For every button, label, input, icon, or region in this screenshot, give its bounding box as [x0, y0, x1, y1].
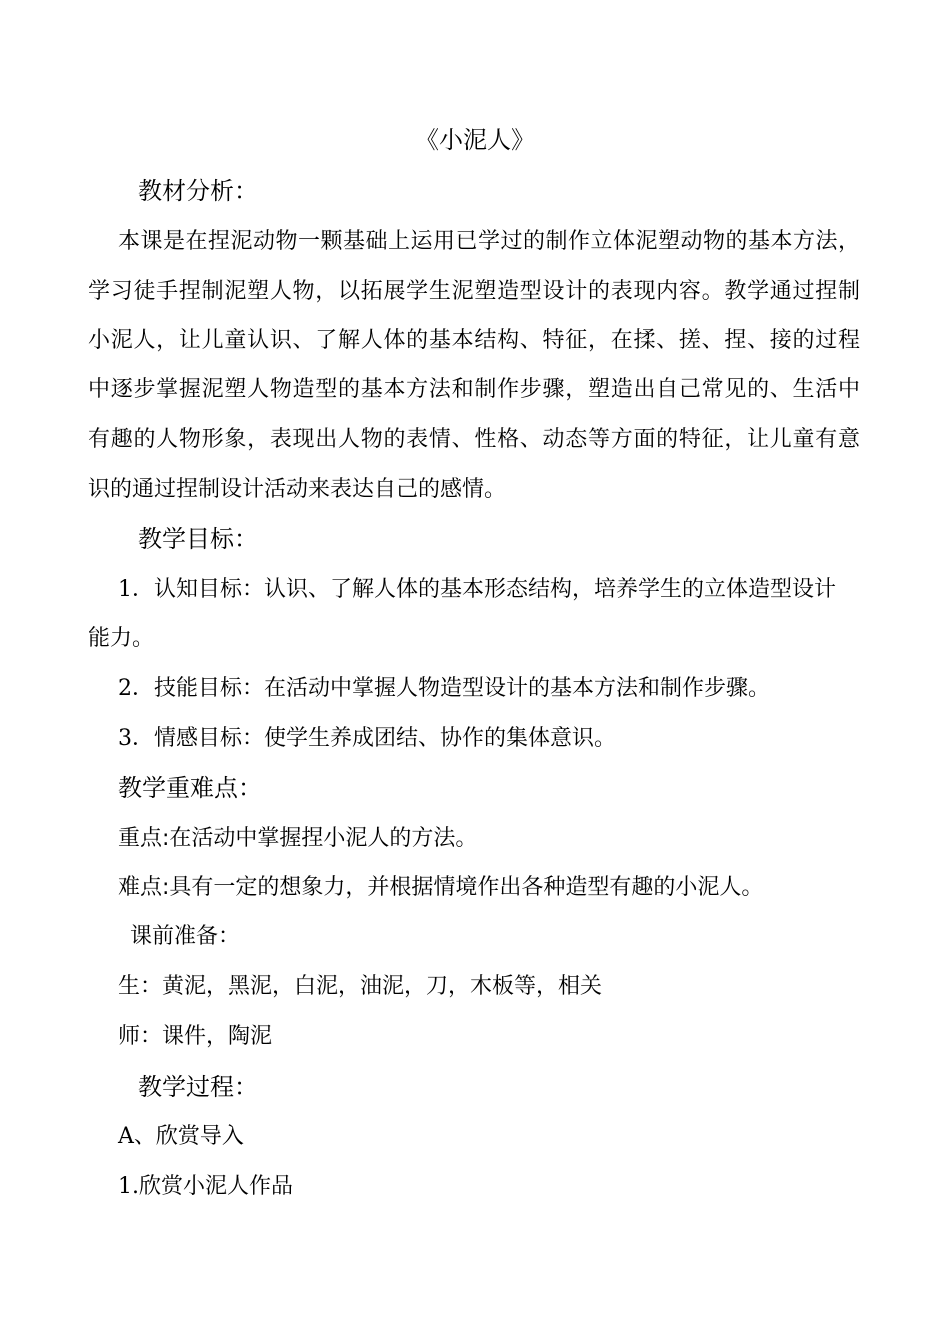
analysis-line-4: 中逐步掌握泥塑人物造型的基本方法和制作步骤，塑造出自己常见的、生活中: [88, 377, 860, 402]
goal-item-1: [118, 575, 836, 605]
process-part-a: [118, 1122, 244, 1152]
process-part-a-text: 、欣赏导入: [133, 1124, 244, 1149]
process-step-1-number: 1.: [118, 1174, 139, 1199]
process-part-a-letter: A: [118, 1124, 134, 1149]
preparation-heading: 课前准备：: [130, 924, 241, 949]
goal-item-1-continued: 能力。: [88, 626, 155, 651]
analysis-line-5: 有趣的人物形象，表现出人物的表情、性格、动态等方面的特征，让儿童有意: [88, 427, 860, 452]
goal-item-2: [118, 674, 770, 704]
analysis-line-6: 识的通过捏制设计活动来表达自己的感情。: [88, 477, 507, 502]
process-heading: 教学过程：: [138, 1073, 258, 1101]
preparation-students: 生：黄泥，黑泥，白泥，油泥，刀，木板等，相关: [118, 974, 603, 999]
process-step-1: [118, 1172, 293, 1202]
analysis-line-3: 小泥人，让儿童认识、了解人体的基本结构、特征，在揉、搓、捏、接的过程: [88, 328, 860, 353]
goal-item-1-number: 1．: [118, 577, 154, 602]
difficult-point: 难点:具有一定的想象力，并根据情境作出各种造型有趣的小泥人。: [118, 875, 764, 900]
analysis-line-1: 本课是在捏泥动物一颗基础上运用已学过的制作立体泥塑动物的基本方法，: [118, 229, 860, 254]
key-points-heading: 教学重难点：: [118, 774, 262, 802]
goal-item-2-number: 2．: [118, 676, 154, 701]
analysis-heading: 教材分析：: [138, 177, 258, 205]
goal-item-1-text: 认知目标：认识、了解人体的基本形态结构，培养学生的立体造型设计: [154, 577, 837, 602]
key-point: 重点:在活动中掌握捏小泥人的方法。: [118, 826, 478, 851]
preparation-teacher: 师：课件，陶泥: [118, 1024, 273, 1049]
goal-item-2-text: 技能目标：在活动中掌握人物造型设计的基本方法和制作步骤。: [154, 676, 771, 701]
goal-item-3-number: 3．: [118, 726, 154, 751]
document-title: 《小泥人》: [415, 126, 535, 154]
goal-item-3-text: 情感目标：使学生养成团结、协作的集体意识。: [154, 726, 617, 751]
process-step-1-text: 欣赏小泥人作品: [139, 1174, 294, 1199]
goals-heading: 教学目标：: [138, 525, 258, 553]
goal-item-3: [118, 724, 616, 754]
analysis-line-2: 学习徒手捏制泥塑人物，以拓展学生泥塑造型设计的表现内容。教学通过捏制: [88, 279, 860, 304]
